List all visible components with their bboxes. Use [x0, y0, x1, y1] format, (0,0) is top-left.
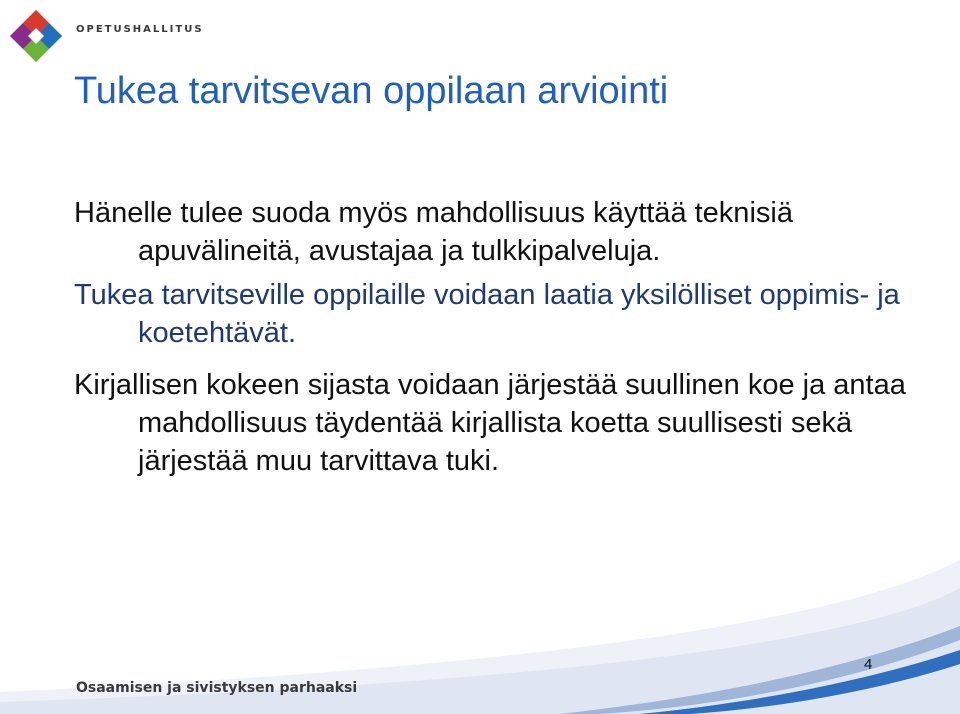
slide-title: Tukea tarvitsevan oppilaan arviointi: [74, 70, 669, 112]
slide-content: [74, 194, 924, 486]
opetushallitus-logo-icon: [8, 8, 64, 64]
paragraph-oral-exam: Kirjallisen kokeen sijasta voidaan järjestää suullinen koe ja antaa mahdollisuus täydentää kirjallista koetta suullisesti sekä järjestää muu tarvittava tuki.: [74, 369, 906, 477]
organization-name: OPETUSHALLITUS: [76, 24, 204, 35]
page-number: 4: [864, 656, 873, 673]
footer-slogan: Osaamisen ja sivistyksen parhaaksi: [76, 680, 358, 696]
paragraph-individual-tasks: Tukea tarvitseville oppilaille voidaan laatia yksilölliset oppimis- ja koetehtävät.: [74, 279, 900, 349]
paragraph-technical-aids: Hänelle tulee suoda myös mahdollisuus käyttää teknisiä apuvälineitä, avustajaa ja tulkkipalveluja.: [74, 197, 793, 267]
